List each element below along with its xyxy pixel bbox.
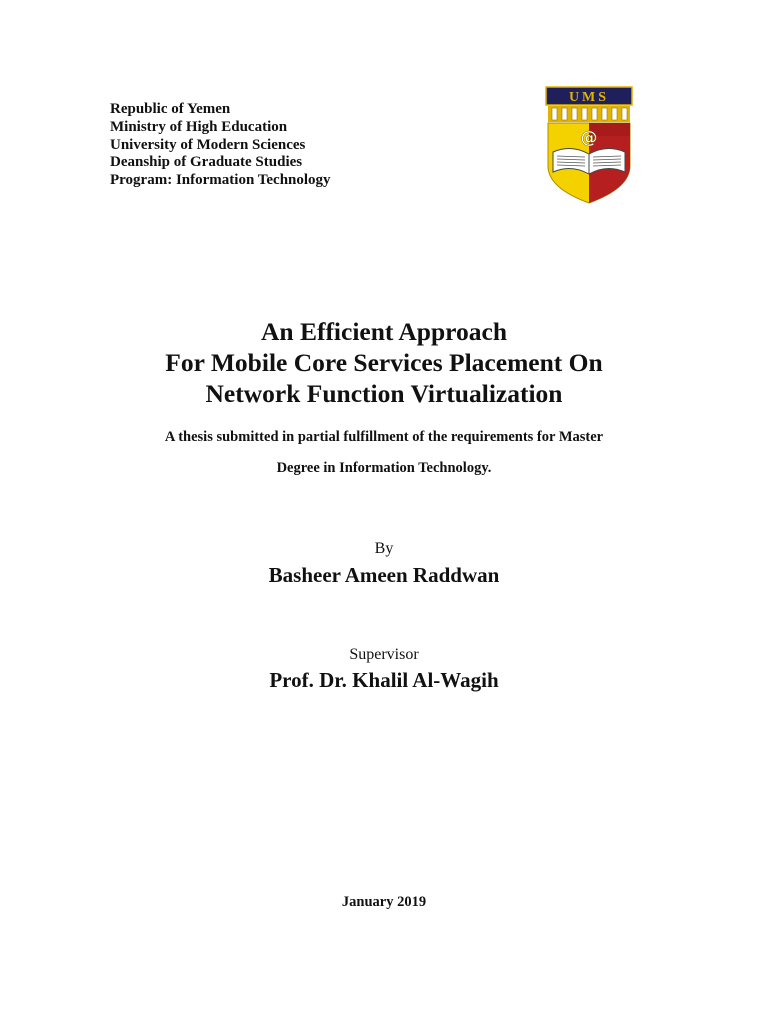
- supervisor-label: Supervisor: [349, 646, 419, 663]
- statement-line-2: Degree in Information Technology.: [276, 460, 492, 476]
- title-line-1: An Efficient Approach: [260, 317, 508, 346]
- submission-date: January 2019: [341, 894, 427, 910]
- thesis-statement: [0, 422, 768, 484]
- title-line-3: Network Function Virtualization: [205, 379, 563, 408]
- header-line-program: Program: Information Technology: [110, 172, 331, 189]
- statement-line-1: A thesis submitted in partial fulfillment of the requirements for Master: [164, 429, 604, 445]
- university-logo: [545, 86, 633, 204]
- logo-text: UMS: [568, 90, 610, 105]
- author-label: By: [374, 540, 394, 557]
- header-line-deanship: Deanship of Graduate Studies: [110, 154, 303, 171]
- header-line-ministry: Ministry of High Education: [110, 118, 288, 135]
- author-name: Basheer Ameen Raddwan: [268, 563, 500, 587]
- header-line-country: Republic of Yemen: [110, 101, 231, 117]
- logo-emblem: @: [580, 128, 598, 148]
- supervisor-name: Prof. Dr. Khalil Al-Wagih: [269, 668, 499, 692]
- title-line-2: For Mobile Core Services Placement On: [165, 348, 603, 377]
- header-line-university: University of Modern Sciences: [110, 136, 306, 153]
- thesis-title: [0, 316, 768, 409]
- institution-header: [110, 101, 331, 190]
